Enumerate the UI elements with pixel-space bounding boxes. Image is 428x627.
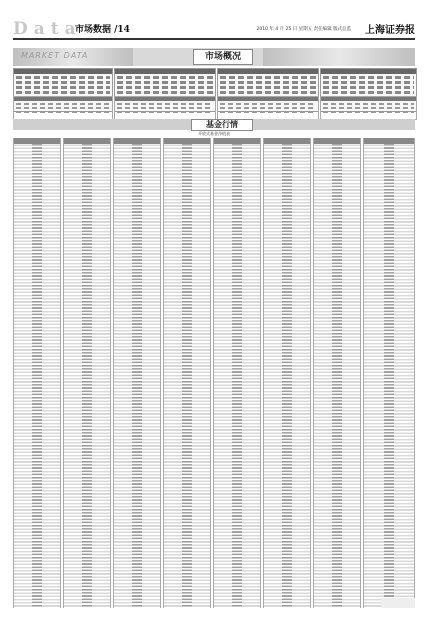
table-row [220,107,316,109]
table-row [117,76,213,79]
table-header [321,69,416,74]
table-row [16,111,110,113]
fund-name-strip [282,144,291,608]
table-header [218,69,318,74]
sub-table [114,96,216,120]
footnote-box [381,598,415,608]
sub-table [320,96,417,120]
fund-column [113,138,161,608]
dateline: 2010 年 4 月 25 日 星期五 责任编辑 版式总监 [256,27,351,32]
market-overview-banner [13,48,415,66]
fund-column [313,138,361,608]
table-row [323,86,414,89]
fund-quotes-title: 基金行情 [191,119,253,131]
table-header [115,69,215,74]
table-row [323,76,414,79]
market-overview-title: 市场概况 [193,49,253,65]
fund-column [363,138,415,608]
table-row [16,103,110,105]
table-row [117,103,213,105]
table-row [16,76,110,79]
table-row [220,86,316,89]
table-row [220,103,316,105]
table-row [220,111,316,113]
table-row [117,111,213,113]
fund-column [63,138,111,608]
sub-table [217,96,319,120]
fund-column [13,138,61,608]
fund-name-strip [82,144,91,608]
fund-quotes-banner [13,119,415,130]
table-row [16,107,110,109]
table-row [117,91,213,94]
banner-graphic-text: MARKET DATA [21,51,89,60]
fund-name-strip [132,144,141,608]
table-row [323,103,414,105]
masthead [13,20,415,40]
table-row [220,91,316,94]
table-header [14,97,112,101]
fund-quotes-subtitle: 开放式基金净值表 [198,131,230,136]
table-row [117,86,213,89]
table-header [218,97,318,101]
fund-column [263,138,311,608]
fund-name-strip [332,144,341,608]
data-logo: Data [13,19,82,39]
fund-name-strip [182,144,191,608]
paper-name: 上海证券报 [365,25,415,36]
table-header [321,97,416,101]
table-row [220,81,316,84]
table-header [14,69,112,74]
table-row [323,81,414,84]
table-row [16,91,110,94]
table-row [16,81,110,84]
table-row [117,107,213,109]
table-row [323,91,414,94]
table-row [16,86,110,89]
table-row [323,107,414,109]
fund-column [213,138,261,608]
table-row [323,111,414,113]
table-row [117,81,213,84]
table-header [115,97,215,101]
table-row [220,76,316,79]
sub-table [13,96,113,120]
fund-quotes-grid [13,138,415,608]
section-title: 市场数据 /14 [75,25,130,35]
fund-name-strip [384,144,394,608]
banner-stripe [263,48,415,66]
fund-name-strip [232,144,241,608]
fund-name-strip [32,144,41,608]
fund-column [163,138,211,608]
